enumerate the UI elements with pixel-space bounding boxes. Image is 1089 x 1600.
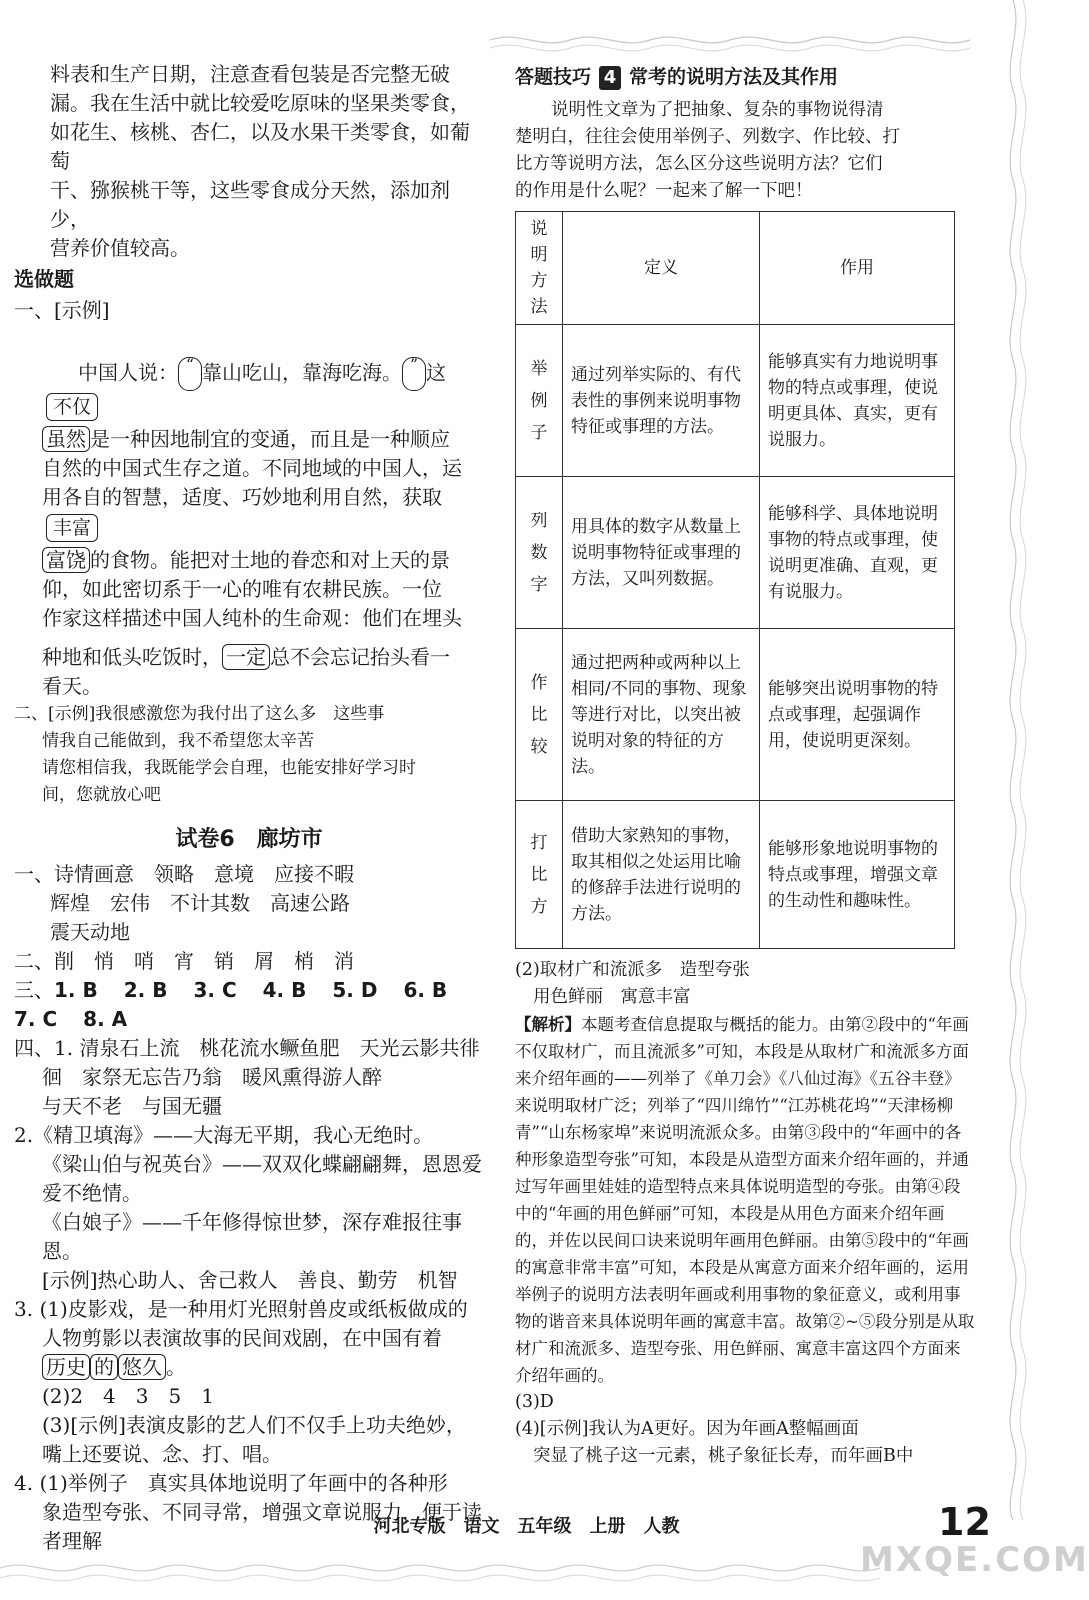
q1-line4: 用各自的智慧，适度、巧妙地利用自然，获取: [42, 485, 442, 509]
left-column: [14, 60, 484, 1556]
ans2-line: (2)取材广和流派多 造型夸张: [515, 960, 750, 980]
q1-line1: [14, 357, 484, 391]
mc-answer: 2. B: [123, 978, 168, 1002]
s3-row-2: [14, 1005, 484, 1034]
punct: 。: [166, 1355, 186, 1379]
s4-3-line: (3)[示例]表演皮影的艺人们不仅手上功夫绝妙，: [42, 1413, 466, 1437]
q2-line: 间，您就放心吧: [42, 785, 161, 805]
q1-label: 一、[示例]: [14, 298, 110, 322]
s4-2-line: 2.《精卫填海》——大海无平期，我心无绝时。: [14, 1123, 434, 1147]
intro-line: 如花生、核桃、杏仁，以及水果干类零食，如葡萄: [50, 120, 470, 173]
s4-2-line: 爱不绝情。: [42, 1181, 142, 1205]
inserted-word: 一定: [222, 644, 270, 670]
mc-answer: 7. C: [14, 1007, 58, 1031]
watermark-logo: MXQE.COM: [860, 1540, 1089, 1580]
q1-line2: [14, 396, 484, 454]
s4-3-line: 3. (1)皮影戏，是一种用灯光照射兽皮或纸板做成的: [14, 1297, 468, 1321]
table-row: [516, 325, 955, 477]
q1-line7: 作家这样描述中国人纯朴的生命观：他们在埋头: [42, 606, 462, 630]
table-row: [516, 801, 955, 949]
tip-intro-line: 楚明白，往往会使用举例子、列数字、作比较、打: [515, 127, 900, 147]
mc-answer: 3. C: [193, 978, 237, 1002]
boxed-word: 的: [90, 1354, 118, 1380]
s4-line: 徊 家祭无忘告乃翁 暖风熏得游人醉: [42, 1065, 382, 1089]
s4-3-boxed-line: [14, 1353, 484, 1382]
s1-line: 一、诗情画意 领略 意境 应接不暇: [14, 862, 354, 886]
q1-text: 是一种因地制宜的变通，而且是一种顺应: [90, 427, 450, 451]
wavy-border-right: [983, 0, 1053, 1520]
method-cell: 打比方: [516, 801, 563, 949]
q1-text: 种地和低头吃饭时，: [42, 645, 222, 669]
table-header-row: [516, 212, 955, 325]
table-header: 说明方法: [516, 212, 563, 325]
correction-2: [42, 517, 92, 575]
effect-cell: 能够科学、具体地说明事物的特点或事理，使说明更准确、直观，更有说服力。: [760, 477, 955, 629]
effect-cell: 能够突出说明事物的特点或事理，起强调作用，使说明更深刻。: [760, 629, 955, 801]
method-cell: 作比较: [516, 629, 563, 801]
ans4-line: (4)[示例]我认为A更好。因为年画A整幅画面: [515, 1419, 859, 1439]
s4-line: 与天不老 与国无疆: [42, 1094, 222, 1118]
intro-line: 营养价值较高。: [50, 236, 190, 260]
q2-line: 情我自己能做到，我不希望您太辛苦: [42, 731, 314, 751]
analysis-tag: 【解析】: [515, 1015, 581, 1034]
q2-block: [14, 701, 484, 809]
s4-3-line: 人物剪影以表演故事的民间戏剧，在中国有着: [42, 1326, 442, 1350]
tip-intro-line: 的作用是什么呢？一起来了解一下吧！: [515, 181, 813, 201]
s4-2-line: [示例]热心助人、舍己救人 善良、勤劳 机智: [42, 1268, 458, 1292]
close-quote-mark: ”: [402, 357, 426, 391]
table-header: 作用: [760, 212, 955, 325]
tip-number-badge: 4: [599, 66, 621, 90]
mc-answer: 1. B: [54, 978, 98, 1002]
mc-answer: 5. D: [332, 978, 378, 1002]
s4-3-line: 嘴上还要说、念、打、唱。: [42, 1442, 282, 1466]
wavy-border-bottom: [0, 1548, 1053, 1600]
q2-line: 二、[示例]我很感激您为我付出了这么多 这些事: [14, 704, 385, 724]
q2-line: 请您相信我，我既能学会自理，也能安排好学习时: [42, 758, 416, 778]
exam-title: 试卷6 廊坊市: [175, 827, 323, 852]
correction-mark: 丰富: [46, 514, 98, 542]
correction-1: [42, 396, 92, 454]
analysis-paragraph: [515, 1011, 975, 1389]
q1-line3: 自然的中国式生存之道。不同地域的中国人，运: [42, 456, 462, 480]
s1-line: 辉煌 宏伟 不计其数 高速公路: [50, 891, 350, 915]
mc-answer: 4. B: [262, 978, 307, 1002]
s3-row: [14, 976, 484, 1005]
mc-answer: 8. A: [83, 1007, 128, 1031]
s4-4-line: 象造型夸张、不同寻常，增强文章说服力，便于读: [42, 1500, 482, 1524]
q1-line8: [14, 643, 484, 672]
q1-text: 总不会忘记抬头看一: [270, 645, 450, 669]
s4-4-line: 4. (1)举例子 真实具体地说明了年画中的各种形: [14, 1471, 448, 1495]
ans3-line: (3)D: [515, 1392, 554, 1412]
footer-text: 河北专版 语文 五年级 上册 人教: [373, 1516, 680, 1537]
optional-title: 选做题: [14, 267, 74, 291]
explanation-methods-table: [515, 211, 955, 949]
intro-line: 干、猕猴桃干等，这些零食成分天然，添加剂少，: [50, 178, 450, 231]
q1-text: 的食物。能把对土地的眷恋和对上天的景: [90, 548, 450, 572]
intro-line: 料表和生产日期，注意查看包装是否完整无破: [50, 62, 450, 86]
s4-2-line: 《梁山伯与祝英台》——双双化蝶翩翩舞，恩恩爱: [42, 1152, 482, 1176]
analysis-text: 本题考查信息提取与概括的能力。由第②段中的“年画不仅取材广，而且流派多”可知，本段是从取材广和流派多方面来介绍年画的——列举了《单刀会》《八仙过海》《五谷丰登》来说明取材广泛；列举了“四川绵竹”“江苏桃花坞”“天津杨柳青”“山东杨家埠”来说明流派众多。由第③段中的“年画中的各种形象造型夸张”可知，本段是从造型方面来介绍年画的，并通过写年画里娃娃的造型特点来具体说明造型的夸张。由第④段中的“年画的用色鲜丽”可知，本段是从用色方面来介绍年画的，并佐以民间口诀来说明年画用色鲜丽。由第⑤段中的“年画的寓意非常丰富”可知，本段是从寓意方面来介绍年画的，运用举例子的说明方法表明年画或利用事物的象征意义，或利用事物的谐音来具体说明年画的寓意丰富。故第②~⑤段分别是从取材广和流派多、造型夸张、用色鲜丽、寓意丰富这四个方面来介绍年画的。: [515, 1015, 975, 1385]
open-quote-mark: “: [178, 357, 202, 391]
tip-label: 答题技巧: [515, 66, 592, 88]
definition-cell: 借助大家熟知的事物，取其相似之处运用比喻的修辞手法进行说明的方法。: [563, 801, 760, 949]
s2-line: 二、削 悄 哨 宵 销 屑 梢 消: [14, 949, 354, 973]
effect-cell: 能够真实有力地说明事物的特点或事理，使说明更具体、真实，更有说服力。: [760, 325, 955, 477]
s4-4-line: 者理解: [42, 1529, 102, 1553]
intro-line: 漏。我在生活中就比较爱吃原味的坚果类零食，: [50, 91, 470, 115]
page-number: 12: [938, 1500, 991, 1544]
tip-title: 常考的说明方法及其作用: [629, 66, 839, 88]
q1-line5: [14, 517, 484, 575]
corrected-word: 虽然: [42, 426, 90, 452]
tip-header: [515, 64, 975, 91]
definition-cell: 用具体的数字从数量上说明事物特征或事理的方法，又叫列数据。: [563, 477, 760, 629]
definition-cell: 通过把两种或两种以上相同/不同的事物、现象等进行对比，以突出被说明对象的特征的方法。: [563, 629, 760, 801]
tip-intro-line: 说明性文章为了把抽象、复杂的事物说得清: [551, 100, 884, 120]
s4-line: 四、1. 清泉石上流 桃花流水鳜鱼肥 天光云影共徘: [14, 1036, 480, 1060]
corrected-word: 富饶: [42, 547, 90, 573]
ans2-line: 用色鲜丽 寓意丰富: [533, 987, 691, 1007]
table-row: [516, 629, 955, 801]
mc-answer: 6. B: [403, 978, 448, 1002]
q1-line1-c: 这: [426, 360, 446, 385]
s1-line: 震天动地: [50, 920, 130, 944]
definition-cell: 通过列举实际的、有代表性的事例来说明事物特征或事理的方法。: [563, 325, 760, 477]
tip-intro-line: 比方等说明方法，怎么区分这些说明方法？它们: [515, 154, 883, 174]
q1-line9: 看天。: [42, 674, 102, 698]
s3-label: 三、: [14, 978, 54, 1002]
s4-2-line: 《白娘子》——千年修得惊世梦，深存难报往事恩。: [42, 1210, 462, 1263]
correction-mark: 不仅: [46, 393, 98, 421]
s4-3-line: (2)2 4 3 5 1: [42, 1384, 214, 1408]
ans4-line: 突显了桃子这一元素，桃子象征长寿，而年画B中: [533, 1446, 914, 1466]
q1-line6: 仰，如此密切系于一心的唯有农耕民族。一位: [42, 577, 442, 601]
q1-line1-b: 靠山吃山，靠海吃海。: [202, 360, 402, 385]
boxed-word: 历史: [42, 1354, 90, 1380]
method-cell: 列数字: [516, 477, 563, 629]
boxed-word: 悠久: [118, 1354, 166, 1380]
table-header: 定义: [563, 212, 760, 325]
table-row: [516, 477, 955, 629]
effect-cell: 能够形象地说明事物的特点或事理，增强文章的生动性和趣味性。: [760, 801, 955, 949]
method-cell: 举例子: [516, 325, 563, 477]
q1-line1-a: 中国人说：: [78, 360, 178, 385]
right-column: [515, 64, 975, 1470]
